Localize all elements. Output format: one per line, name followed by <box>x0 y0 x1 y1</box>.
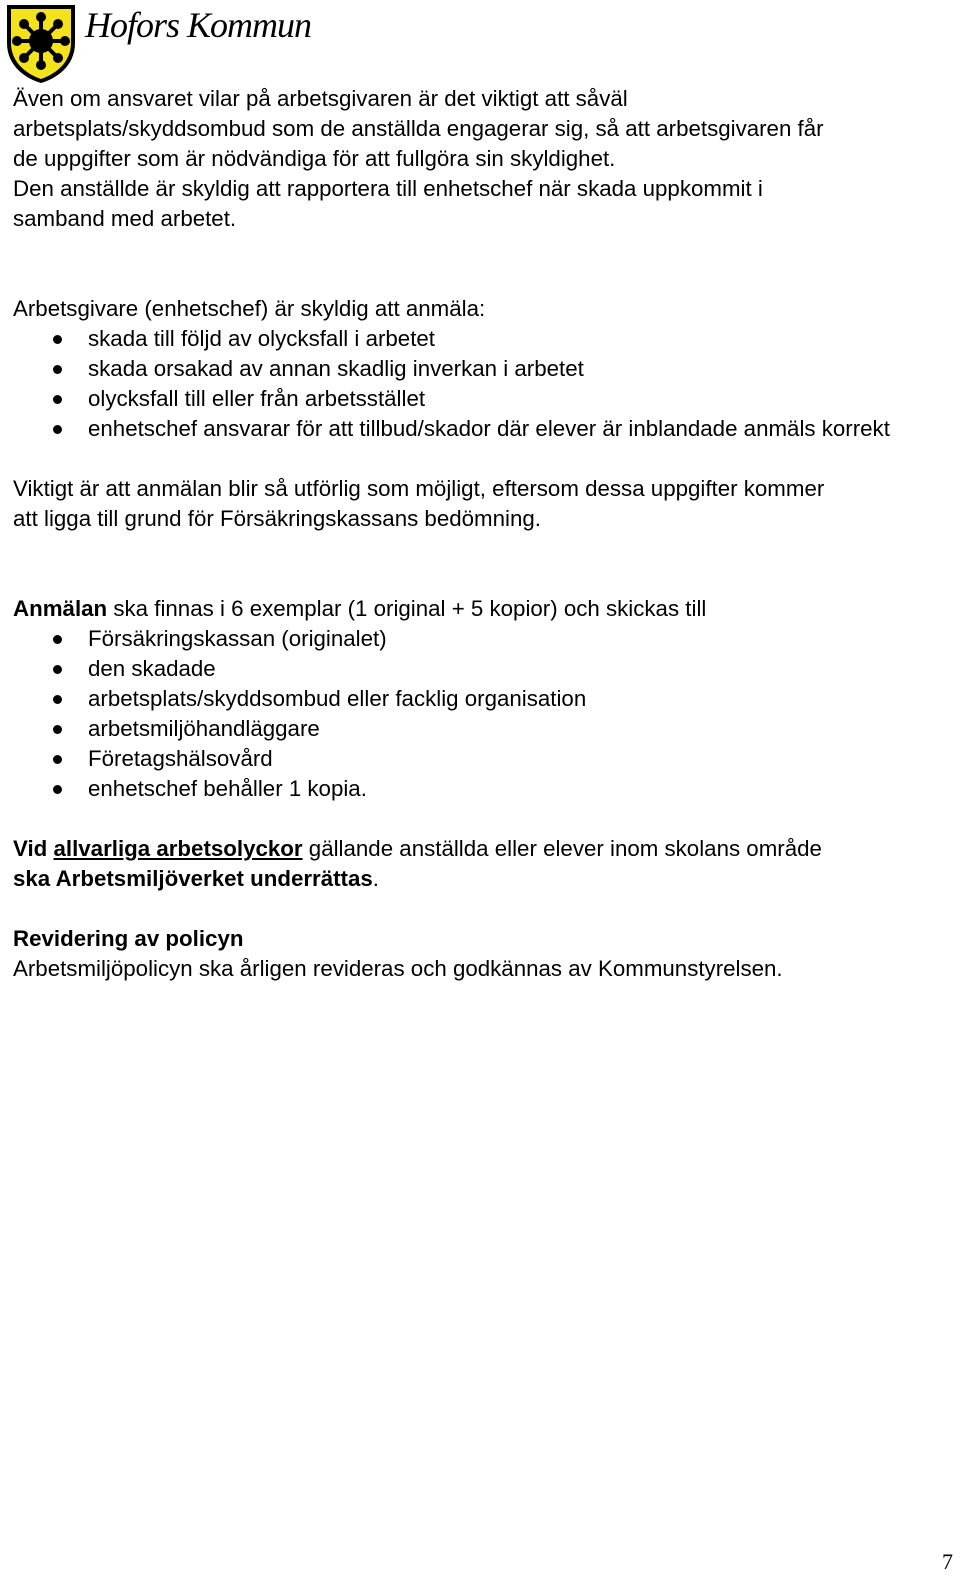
list-item: Företagshälsovård <box>13 744 953 774</box>
municipality-name: Hofors Kommun <box>85 5 312 45</box>
text-line: samband med arbetet. <box>13 206 237 231</box>
revision-heading: Revidering av policyn <box>13 926 244 951</box>
report-recipients-list <box>13 624 953 804</box>
report-section <box>13 594 953 804</box>
serious-lead-a: Vid <box>13 836 54 861</box>
page-header <box>5 3 311 85</box>
employer-duty-section <box>13 294 953 444</box>
serious-line2-end: . <box>372 866 379 891</box>
list-item: den skadade <box>13 654 953 684</box>
serious-lead-b: allvarliga arbetsolyckor <box>53 836 303 861</box>
list-item: arbetsmiljöhandläggare <box>13 714 953 744</box>
coat-of-arms-icon <box>5 3 77 85</box>
serious-accident-paragraph <box>13 834 953 894</box>
serious-line2-bold: ska Arbetsmiljöverket underrättas <box>13 866 373 891</box>
text-line: Den anställde är skyldig att rapportera till enhetschef när skada uppkommit i <box>13 176 763 201</box>
revision-text: Arbetsmiljöpolicyn ska årligen revideras och godkännas av Kommunstyrelsen. <box>13 956 783 981</box>
text-line <box>13 834 953 864</box>
importance-paragraph <box>13 474 953 534</box>
list-item: arbetsplats/skyddsombud eller facklig organisation <box>13 684 953 714</box>
list-item: skada orsakad av annan skadlig inverkan i arbetet <box>13 354 953 384</box>
list-item: Försäkringskassan (originalet) <box>13 624 953 654</box>
list-item: skada till följd av olycksfall i arbetet <box>13 324 953 354</box>
employer-duty-list <box>13 324 953 444</box>
revision-section <box>13 924 953 984</box>
text-line: de uppgifter som är nödvändiga för att fullgöra sin skyldighet. <box>13 146 616 171</box>
report-lead: Anmälan <box>13 596 108 621</box>
list-item: enhetschef ansvarar för att tillbud/skador där elever är inblandade anmäls korrekt <box>13 414 953 444</box>
employer-duty-heading: Arbetsgivare (enhetschef) är skyldig att anmäla: <box>13 296 486 321</box>
serious-middle: gällande anställda eller elever inom skolans område <box>302 836 822 861</box>
text-line: att ligga till grund för Försäkringskassans bedömning. <box>13 506 541 531</box>
text-line: arbetsplats/skyddsombud som de anställda engagerar sig, så att arbetsgivaren får <box>13 116 824 141</box>
list-item: olycksfall till eller från arbetsstället <box>13 384 953 414</box>
intro-paragraph <box>13 84 953 234</box>
report-intro <box>13 594 953 624</box>
list-item: enhetschef behåller 1 kopia. <box>13 774 953 804</box>
text-line <box>13 864 953 894</box>
text-line: Viktigt är att anmälan blir så utförlig som möjligt, eftersom dessa uppgifter kommer <box>13 476 825 501</box>
report-text: ska finnas i 6 exemplar (1 original + 5 kopior) och skickas till <box>107 596 707 621</box>
page-number: 7 <box>942 1549 953 1574</box>
text-line: Även om ansvaret vilar på arbetsgivaren är det viktigt att såväl <box>13 86 628 111</box>
document-body <box>13 84 953 984</box>
